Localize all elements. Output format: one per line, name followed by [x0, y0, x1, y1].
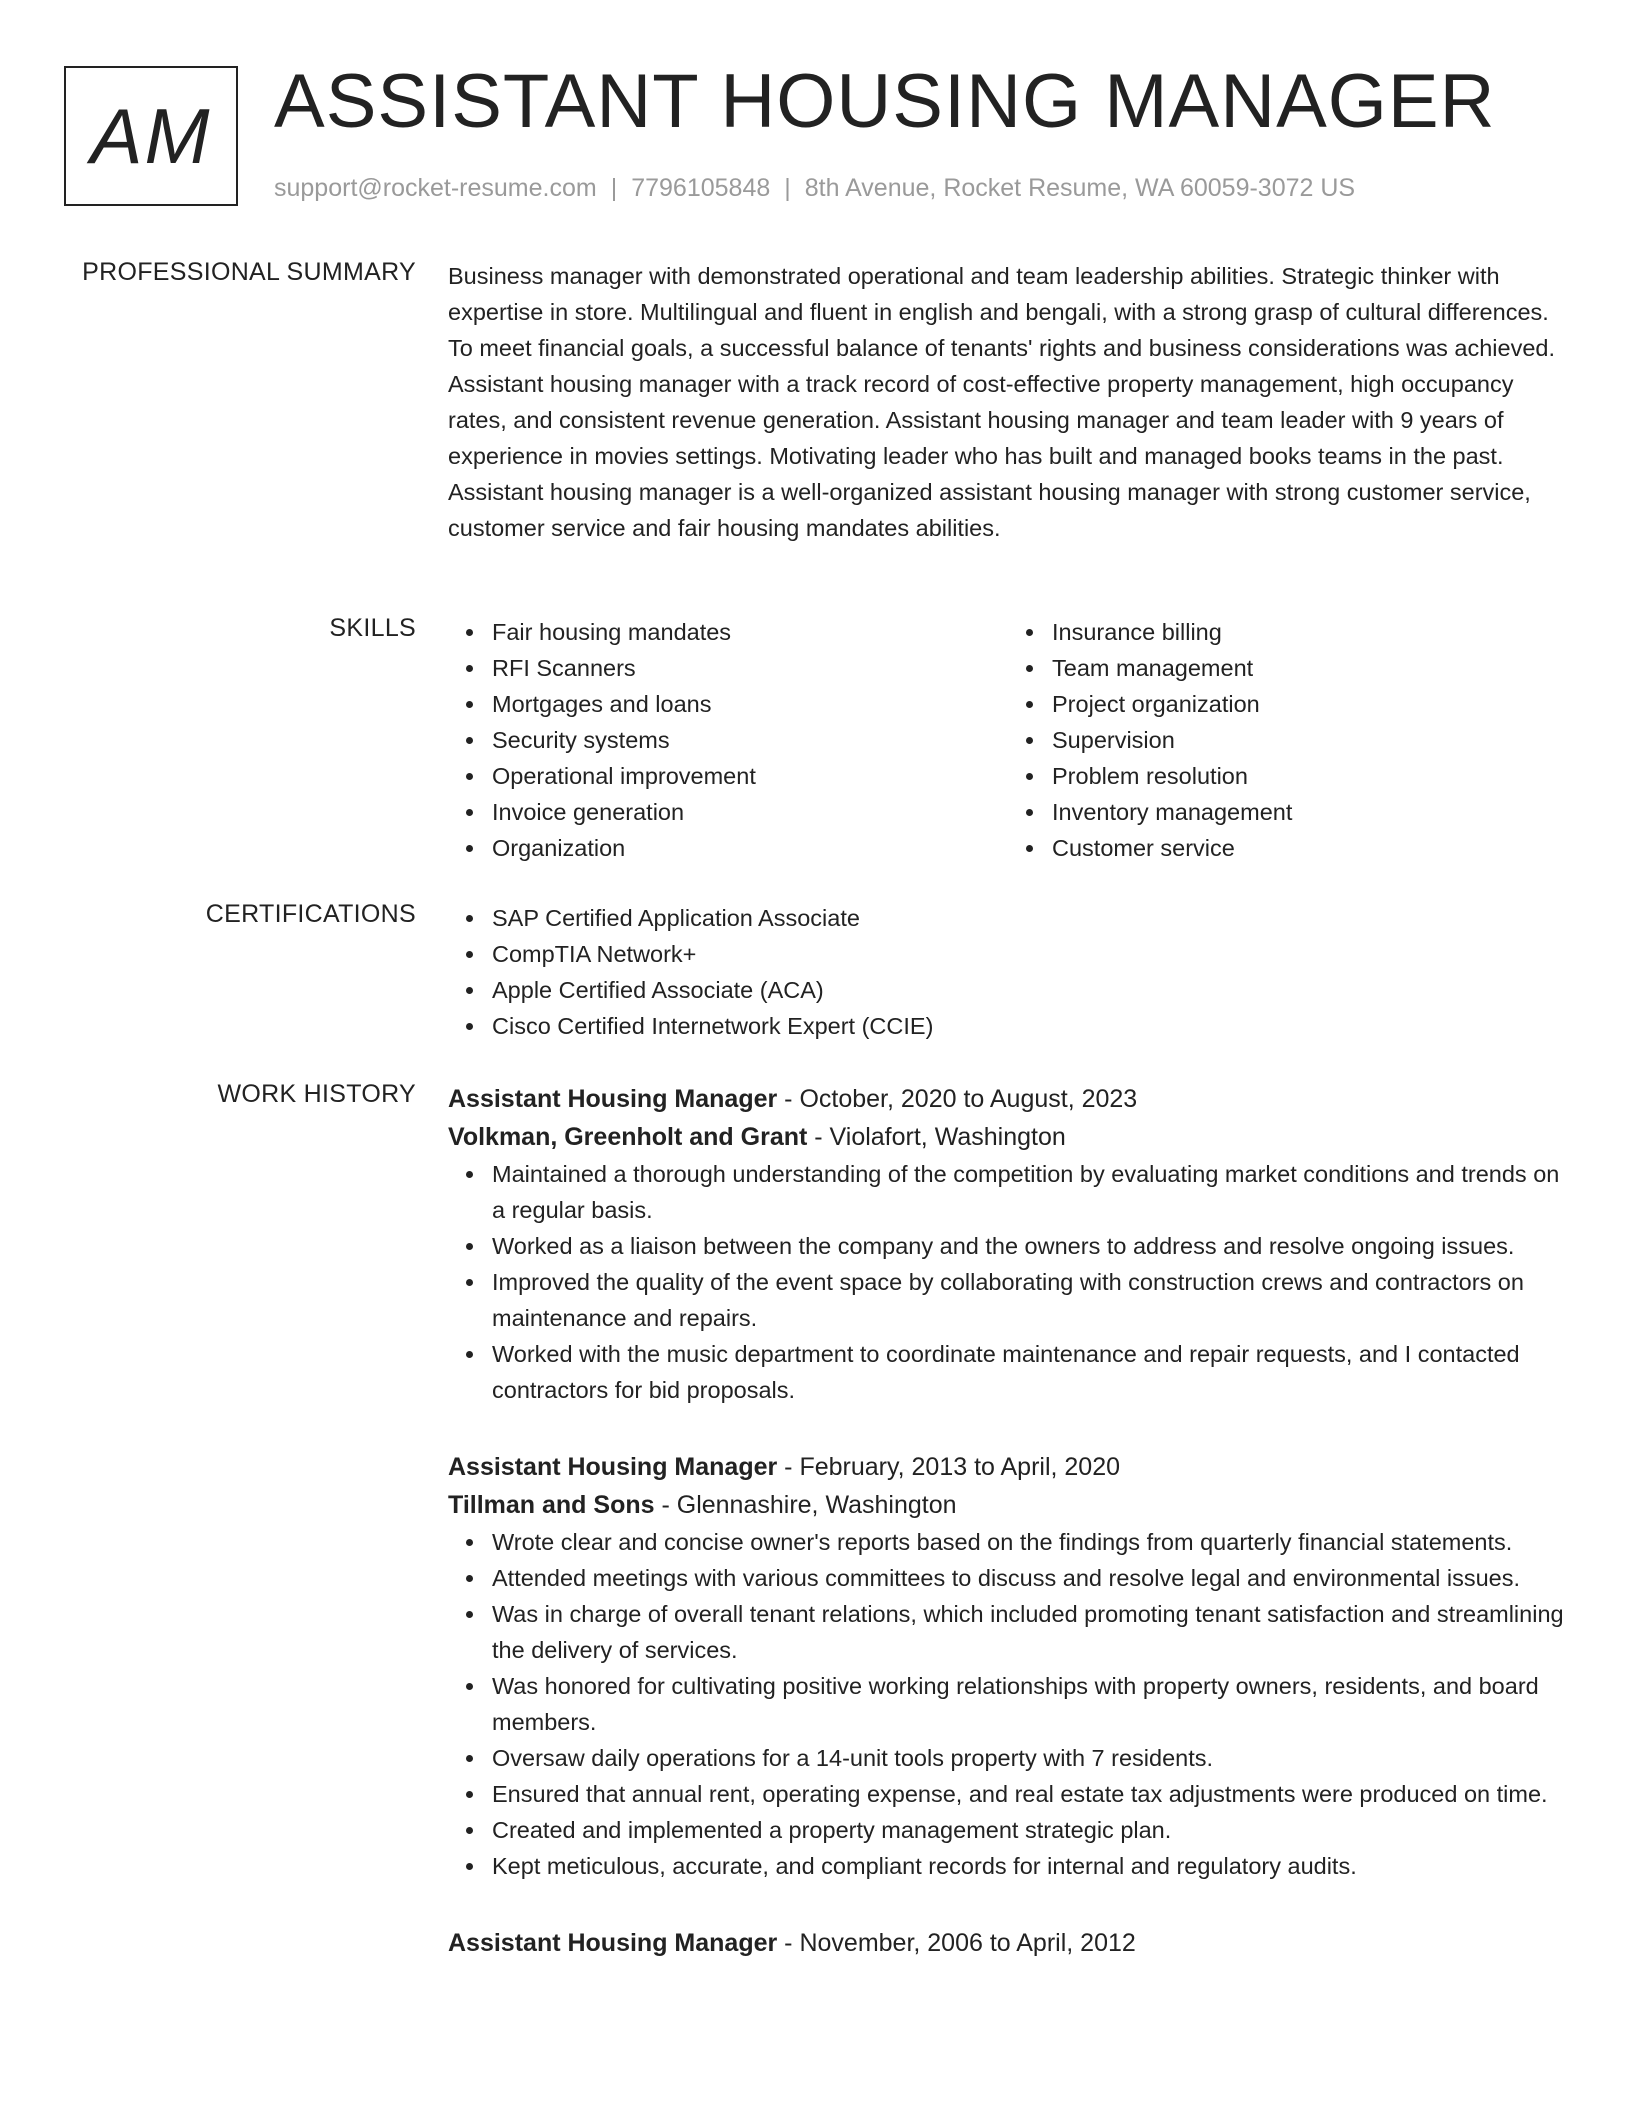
work-history-content [448, 1080, 1568, 2002]
skill-item: Problem resolution [1052, 758, 1568, 794]
job-bullet: Kept meticulous, accurate, and compliant records for internal and regulatory audits. [492, 1848, 1568, 1884]
job-bullet: Maintained a thorough understanding of the competition by evaluating market conditions and trends on a regular basis. [492, 1156, 1568, 1228]
job-bullet: Oversaw daily operations for a 14-unit tools property with 7 residents. [492, 1740, 1568, 1776]
job-bullet-list [448, 1156, 1568, 1408]
job-bullet: Wrote clear and concise owner's reports based on the findings from quarterly financial statements. [492, 1524, 1568, 1560]
skill-item: Insurance billing [1052, 614, 1568, 650]
job-title-line [448, 1448, 1568, 1486]
job-title-line [448, 1080, 1568, 1118]
job-company-line [448, 1486, 1568, 1524]
job-title: Assistant Housing Manager [448, 1453, 778, 1481]
job-location: - Glennashire, Washington [654, 1491, 957, 1519]
job-company: Tillman and Sons [448, 1491, 655, 1519]
job-bullet: Worked as a liaison between the company and the owners to address and resolve ongoing issues. [492, 1228, 1568, 1264]
job-company: Volkman, Greenholt and Grant [448, 1123, 808, 1151]
skill-item: Security systems [492, 722, 1008, 758]
candidate-title: ASSISTANT HOUSING MANAGER [274, 59, 1496, 144]
contact-address: 8th Avenue, Rocket Resume, WA 60059-3072 US [804, 174, 1356, 202]
summary-text: Business manager with demonstrated operational and team leadership abilities. Strategic thinker with expertise in store. Multilingual and fluent in english and bengali, with a strong grasp of cultural differences. To meet financial goals, a successful balance of tenants' rights and business considerations was achieved. Assistant housing manager with a track record of cost-effective property management, high occupancy rates, and consistent revenue generation. Assistant housing manager and team leader with 9 years of experience in movies settings. Motivating leader who has built and managed books teams in the past. Assistant housing manager is a well-organized assistant housing manager with strong customer service, customer service and fair housing mandates abilities. [448, 263, 1556, 541]
job-entry [448, 1080, 1568, 1408]
job-bullet: Attended meetings with various committees to discuss and resolve legal and environmental issues. [492, 1560, 1568, 1596]
skills-list-right [1008, 614, 1568, 866]
job-dates: - February, 2013 to April, 2020 [777, 1453, 1121, 1481]
certifications-content [448, 900, 1568, 1044]
skill-item: Inventory management [1052, 794, 1568, 830]
skill-item: Team management [1052, 650, 1568, 686]
job-title: Assistant Housing Manager [448, 1929, 778, 1957]
job-title: Assistant Housing Manager [448, 1085, 778, 1113]
job-bullet: Was honored for cultivating positive working relationships with property owners, residents, and board members. [492, 1668, 1568, 1740]
job-bullet: Was in charge of overall tenant relations, which included promoting tenant satisfaction and streamlining the delivery of services. [492, 1596, 1568, 1668]
certifications-label: CERTIFICATIONS [205, 900, 416, 928]
job-dates: - October, 2020 to August, 2023 [777, 1085, 1138, 1113]
resume-header [64, 59, 1584, 214]
skill-item: Invoice generation [492, 794, 1008, 830]
contact-separator: | [610, 174, 618, 202]
job-bullet: Created and implemented a property management strategic plan. [492, 1812, 1568, 1848]
certification-item: SAP Certified Application Associate [492, 900, 1568, 936]
summary-content [448, 258, 1568, 546]
skill-item: Fair housing mandates [492, 614, 1008, 650]
contact-email[interactable]: support@rocket-resume.com [274, 174, 597, 202]
skills-list-left [448, 614, 1008, 866]
job-title-line [448, 1924, 1568, 1962]
certifications-list [448, 900, 1568, 1044]
skills-content [448, 614, 1568, 866]
contact-phone[interactable]: 7796105848 [631, 174, 771, 202]
job-bullet: Worked with the music department to coordinate maintenance and repair requests, and I contacted contractors for bid proposals. [492, 1336, 1568, 1408]
job-bullet: Improved the quality of the event space by collaborating with construction crews and contractors on maintenance and repairs. [492, 1264, 1568, 1336]
certification-item: Cisco Certified Internetwork Expert (CCIE) [492, 1008, 1568, 1044]
skill-item: RFI Scanners [492, 650, 1008, 686]
job-entry [448, 1924, 1568, 1962]
certification-item: CompTIA Network+ [492, 936, 1568, 972]
skill-item: Supervision [1052, 722, 1568, 758]
monogram-box: AM [64, 66, 238, 206]
skill-item: Organization [492, 830, 1008, 866]
skill-item: Operational improvement [492, 758, 1008, 794]
job-bullet: Ensured that annual rent, operating expense, and real estate tax adjustments were produced on time. [492, 1776, 1568, 1812]
job-bullet-list [448, 1524, 1568, 1884]
contact-separator: | [784, 174, 791, 202]
work-history-label: WORK HISTORY [217, 1080, 416, 1108]
skill-item: Mortgages and loans [492, 686, 1008, 722]
job-location: - Violafort, Washington [807, 1123, 1066, 1151]
job-dates: - November, 2006 to April, 2012 [777, 1929, 1136, 1957]
contact-line [274, 174, 1355, 203]
certification-item: Apple Certified Associate (ACA) [492, 972, 1568, 1008]
skill-item: Project organization [1052, 686, 1568, 722]
skills-label: SKILLS [329, 614, 416, 642]
job-entry [448, 1448, 1568, 1884]
summary-label: PROFESSIONAL SUMMARY [82, 258, 416, 286]
skill-item: Customer service [1052, 830, 1568, 866]
job-company-line [448, 1118, 1568, 1156]
